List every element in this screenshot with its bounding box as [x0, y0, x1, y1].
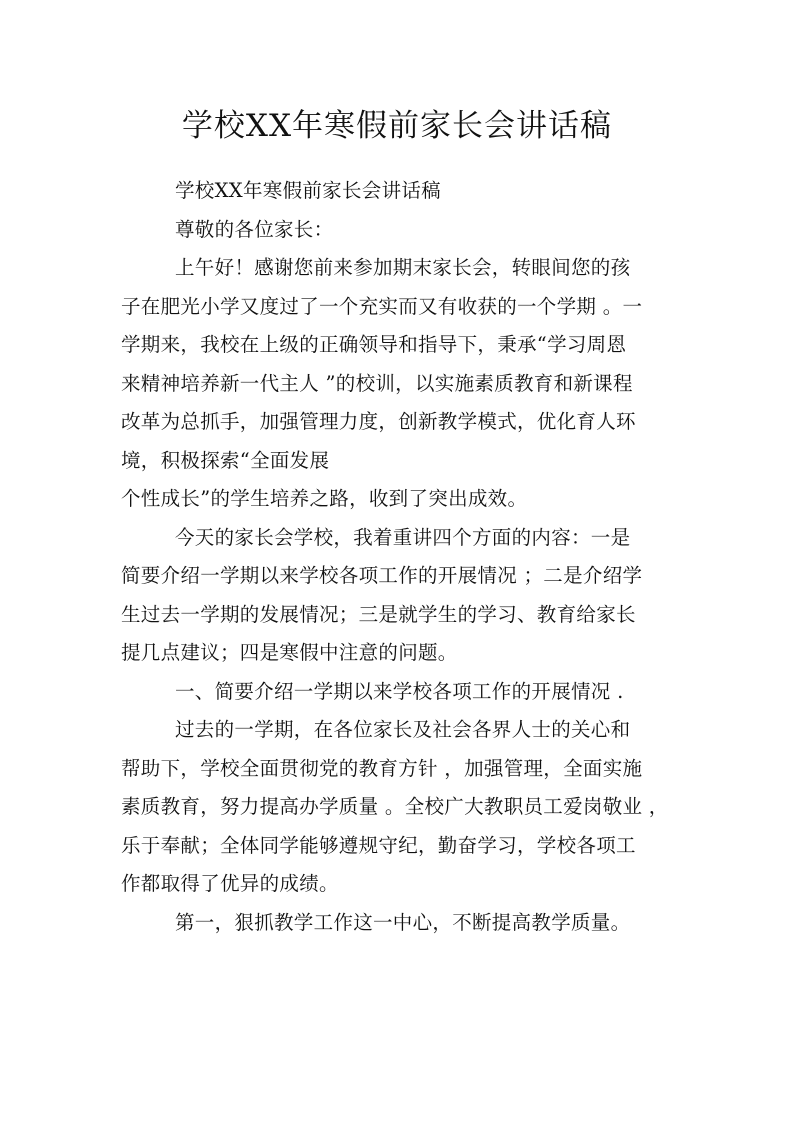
paragraph-line: 乐于奉献；全体同学能够遵规守纪，勤奋学习，学校各项工 — [121, 833, 636, 857]
paragraph-line: 生过去一学期的发展情况；三是就学生的学习、教育给家长 — [121, 602, 636, 626]
paragraph-line: 作都取得了优异的成绩。 — [121, 872, 339, 895]
paragraph-line: 个性成长”的学生培养之路，收到了突出成效。 — [121, 487, 528, 510]
paragraph-line: 提几点建议；四是寒假中注意的问题。 — [121, 641, 458, 664]
paragraph-line: 上午好！感谢您前来参加期末家长会，转眼间您的孩 — [175, 256, 631, 279]
paragraph-line: 学校XX年寒假前家长会讲话稿 — [175, 179, 441, 202]
paragraph-line: 过去的一学期，在各位家长及社会各界人士的关心和 — [175, 718, 631, 741]
paragraph-line: 帮助下，学校全面贯彻党的教育方针 ，加强管理，全面实施 — [121, 756, 643, 780]
section-heading: 一、简要介绍一学期以来学校各项工作的开展情况 . — [175, 679, 624, 703]
paragraph-line: 尊敬的各位家长： — [175, 217, 334, 241]
paragraph-line: 素质教育，努力提高办学质量 。全校广大教职员工爱岗敬业 ， — [121, 795, 669, 818]
paragraph-line: 简要介绍一学期以来学校各项工作的开展情况 ；二是介绍学 — [121, 564, 643, 587]
document-body — [121, 172, 674, 942]
paragraph-line: 子在肥光小学又度过了一个充实而又有收获的一个学期 。一 — [121, 294, 643, 318]
paragraph-line: 第一，狠抓教学工作这一中心，不断提高教学质量。 — [175, 910, 631, 934]
paragraph-line: 境，积极探索“全面发展 — [121, 448, 330, 472]
document-title: 学校XX年寒假前家长会讲话稿 — [181, 108, 613, 144]
paragraph-line: 来精神培养新一代主人 ”的校训，以实施素质教育和新课程 — [121, 371, 633, 395]
paragraph-line: 今天的家长会学校，我着重讲四个方面的内容：一是 — [175, 525, 631, 549]
paragraph-line: 改革为总抓手，加强管理力度，创新教学模式，优化育人环 — [121, 410, 636, 433]
paragraph-line: 学期来，我校在上级的正确领导和指导下，秉承“学习周恩 — [121, 333, 627, 356]
